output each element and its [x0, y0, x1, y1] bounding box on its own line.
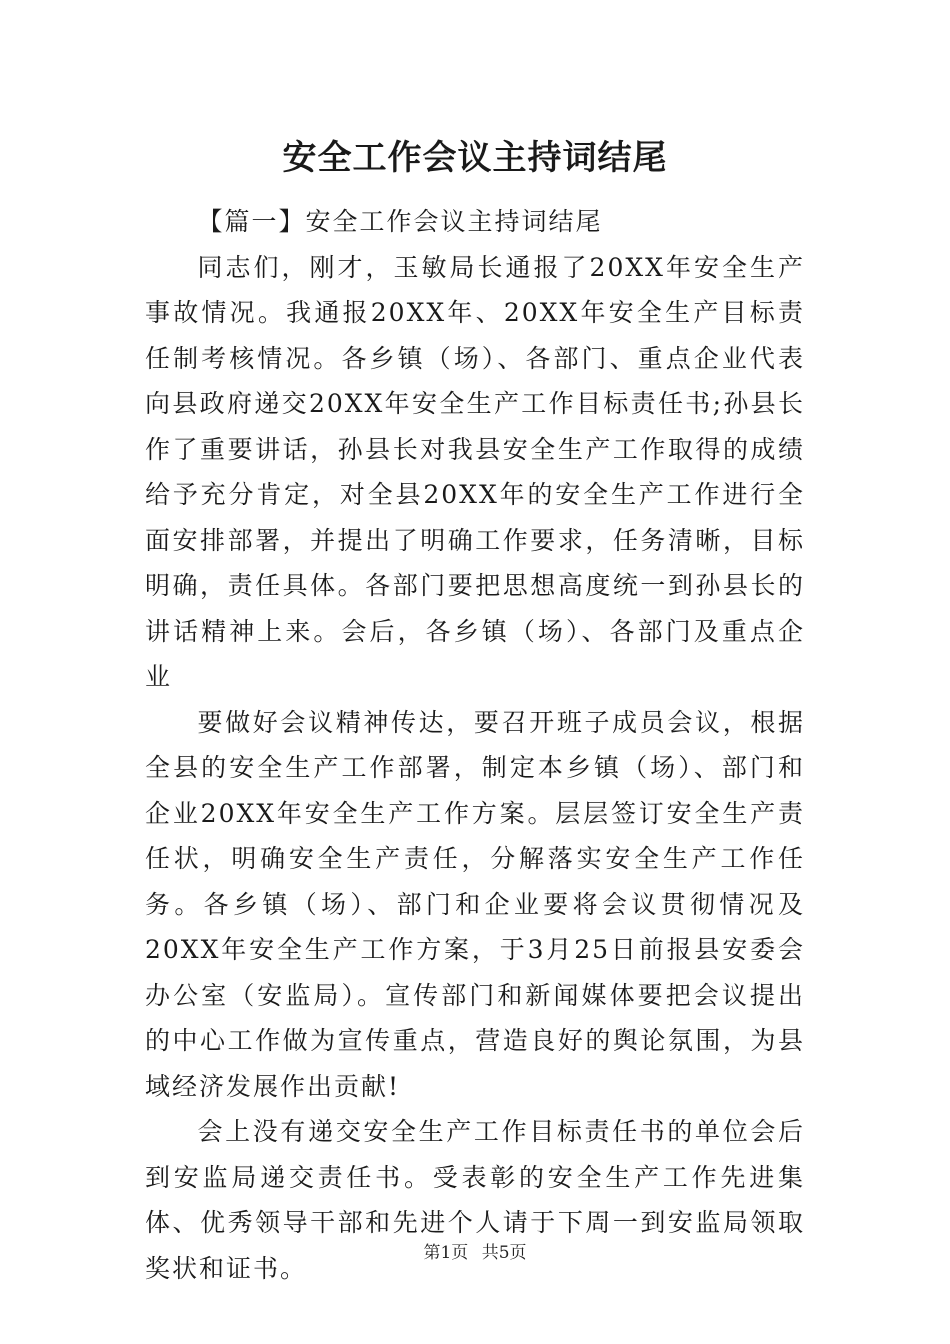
- document-body: [145, 199, 805, 1291]
- paragraph: 会上没有递交安全生产工作目标责任书的单位会后到安监局递交责任书。受表彰的安全生产工作先进集体、优秀领导干部和先进个人请于下周一到安监局领取奖状和证书。: [145, 1117, 805, 1283]
- paragraph: 要做好会议精神传达，要召开班子成员会议，根据全县的安全生产工作部署，制定本乡镇（场）、部门和企业20XX年安全生产工作方案。层层签订安全生产责任状，明确安全生产责任，分解落实安全生产工作任务。各乡镇（场）、部门和企业要将会议贯彻情况及20XX年安全生产工作方案，于3月25日前报县安委会办公室（安监局）。宣传部门和新闻媒体要把会议提出的中心工作做为宣传重点，营造良好的舆论氛围，为县域经济发展作出贡献!: [145, 707, 805, 1101]
- section-heading: 【篇一】安全工作会议主持词结尾: [197, 207, 603, 236]
- page-footer: [0, 1240, 950, 1266]
- paragraph: 同志们，刚才，玉敏局长通报了20XX年安全生产事故情况。我通报20XX年、20XX年安全生产目标责任制考核情况。各乡镇（场）、各部门、重点企业代表向县政府递交20XX年安全生产工作目标责任书;孙县长作了重要讲话，孙县长对我县安全生产工作取得的成绩给予充分肯定，对全县20XX年的安全生产工作进行全面安排部署，并提出了明确工作要求，任务清晰，目标明确，责任具体。各部门要把思想高度统一到孙县长的讲话精神上来。会后，各乡镇（场）、各部门及重点企业: [145, 252, 805, 691]
- page-number: 第1页: [423, 1243, 469, 1263]
- page-total: 共5页: [481, 1243, 527, 1263]
- document-title: 安全工作会议主持词结尾: [282, 138, 668, 178]
